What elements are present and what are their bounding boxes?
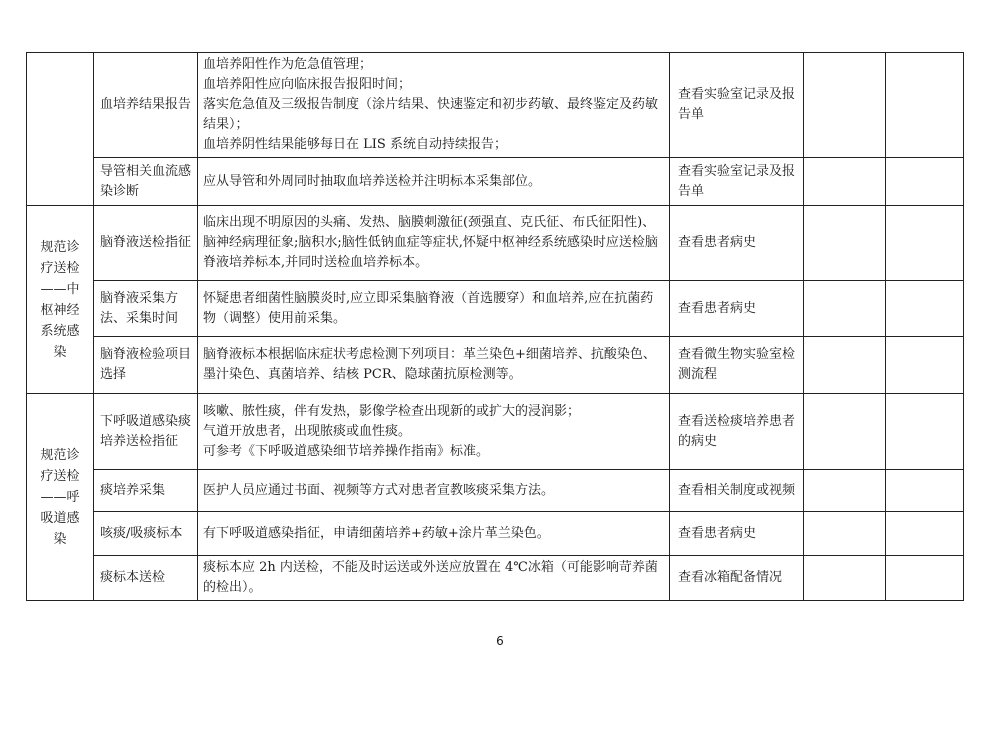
blank-cell [886,556,964,601]
requirement-line: 血培养阳性作为危急值管理； [203,57,373,72]
requirement-line: 医护人员应通过书面、视频等方式对患者宣教咳痰采集方法。 [203,482,555,498]
table-row [27,281,964,337]
item-cell: 血培养结果报告 [94,53,198,158]
blank-cell [804,512,886,556]
requirement-line: 血培养阳性应向临床报告报阳时间； [203,77,412,92]
item-cell: 脑脊液采集方法、采集时间 [94,281,198,337]
method-cell: 查看冰箱配备情况 [670,556,804,601]
table-row [27,337,964,394]
blank-cell [886,337,964,394]
method-cell: 查看实验室记录及报告单 [670,158,804,206]
table-row [27,556,964,601]
blank-cell [886,53,964,158]
blank-cell [804,470,886,512]
requirement-cell [198,394,670,470]
requirement-line: 应从导管和外周同时抽取血培养送检并注明标本采集部位。 [203,173,542,189]
method-cell: 查看微生物实验室检测流程 [670,337,804,394]
requirement-line: 脑脊液标本根据临床症状考虑检测下列项目：革兰染色+细菌培养、抗酸染色、墨汁染色、真菌培养、结核 PCR、隐球菌抗原检测等。 [203,347,656,382]
requirement-cell [198,337,670,394]
method-cell: 查看送检痰培养患者的病史 [670,394,804,470]
requirement-cell [198,470,670,512]
table-row [27,206,964,281]
requirement-line: 可参考《下呼吸道感染细节培养操作指南》标准。 [203,443,490,459]
method-cell: 查看患者病史 [670,512,804,556]
method-cell: 查看患者病史 [670,281,804,337]
item-cell: 咳痰/吸痰标本 [94,512,198,556]
requirement-line: 咳嗽、脓性痰，伴有发热，影像学检查出现新的或扩大的浸润影； [203,403,581,419]
requirement-cell [198,53,670,158]
page-number: 6 [496,634,504,648]
item-cell: 脑脊液检验项目选择 [94,337,198,394]
inspection-table [26,52,964,601]
item-cell: 下呼吸道感染痰培养送检指征 [94,394,198,470]
requirement-line: 有下呼吸道感染指征，申请细菌培养+药敏+涂片革兰染色。 [203,525,550,541]
blank-cell [886,512,964,556]
blank-cell [886,394,964,470]
blank-cell [804,337,886,394]
table-row [27,394,964,470]
method-cell: 查看相关制度或视频 [670,470,804,512]
requirement-line: 血培养阴性结果能够每日在 LIS 系统自动持续报告； [203,137,507,152]
category-cell: 规范诊疗送检——中枢神经系统感染 [27,206,94,394]
blank-cell [804,556,886,601]
requirement-cell [198,158,670,206]
requirement-line: 痰标本应 2h 内送检，不能及时运送或外送应放置在 4℃冰箱（可能影响苛养菌的检出）。 [203,560,658,595]
blank-cell [804,281,886,337]
blank-cell [886,281,964,337]
requirement-line: 落实危急值及三级报告制度（涂片结果、快速鉴定和初步药敏、最终鉴定及药敏结果）； [203,97,659,132]
table-row [27,512,964,556]
table-row [27,470,964,512]
requirement-line: 气道开放患者，出现脓痰或血性痰。 [203,423,412,439]
requirement-line: 临床出现不明原因的头痛、发热、脑膜刺激征(颈强直、克氏征、布氏征阳性)、脑神经病理征象;脑积水;脑性低钠血症等症状,怀疑中枢神经系统感染时应送检脑脊液培养标本,并同时送检血培养标本。 [203,215,658,270]
blank-cell [804,158,886,206]
item-cell: 脑脊液送检指征 [94,206,198,281]
category-cell [27,53,94,206]
table-row [27,158,964,206]
table-row [27,53,964,158]
requirement-cell [198,206,670,281]
blank-cell [886,470,964,512]
blank-cell [804,206,886,281]
requirement-cell [198,556,670,601]
item-cell: 痰标本送检 [94,556,198,601]
item-cell: 痰培养采集 [94,470,198,512]
method-cell: 查看患者病史 [670,206,804,281]
requirement-line: 怀疑患者细菌性脑膜炎时,应立即采集脑脊液（首选腰穿）和血培养,应在抗菌药物（调整）使用前采集。 [203,290,654,326]
blank-cell [804,53,886,158]
blank-cell [886,206,964,281]
blank-cell [886,158,964,206]
requirement-cell [198,281,670,337]
requirement-cell [198,512,670,556]
method-cell: 查看实验室记录及报告单 [670,53,804,158]
category-cell: 规范诊疗送检——呼吸道感染 [27,394,94,601]
item-cell: 导管相关血流感染诊断 [94,158,198,206]
blank-cell [804,394,886,470]
